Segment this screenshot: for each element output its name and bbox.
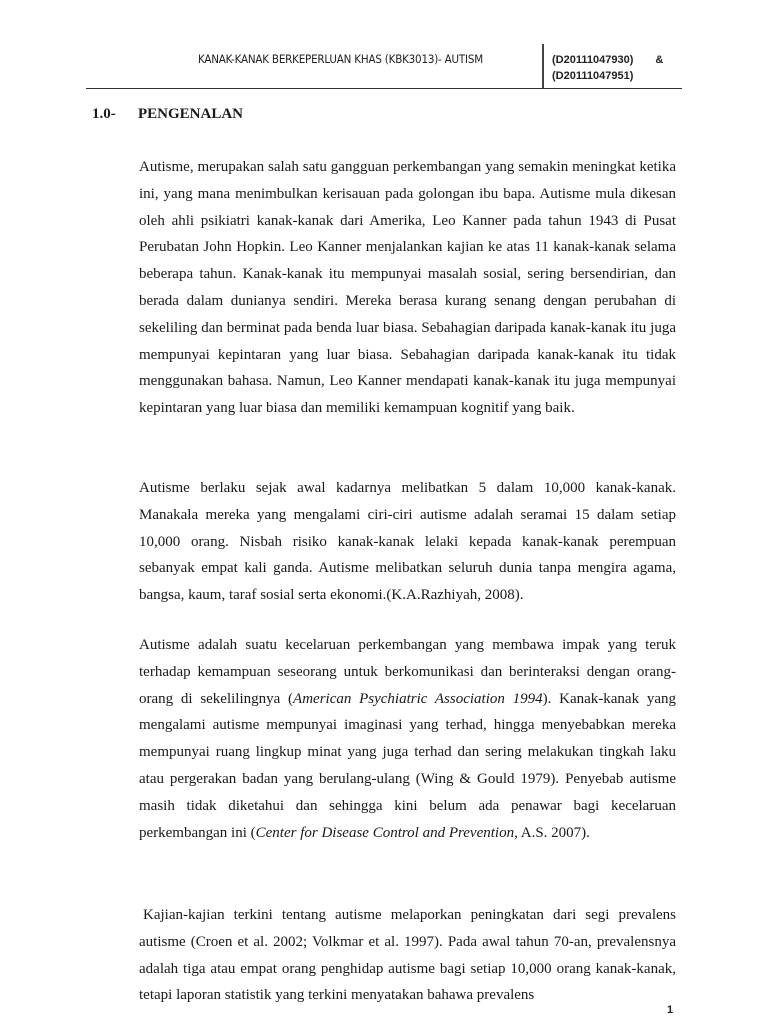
paragraph-3-text-c: , A.S. 2007). [514, 824, 590, 841]
paragraph-3-text-b: ). Kanak-kanak yang mengalami autisme mempunyai imaginasi yang terhad, hingga menyebabkan mereka mempunyai ruang lingkup minat yang juga terhad dan sering melakukan tingkah laku atau pergerakan badan yang berulang-ulang (Wing & Gould 1979). Penyebab autisme masih tidak diketahui dan sehingga kini belum ada penawar bagi kecelaruan perkembangan ini ( [139, 690, 676, 841]
header-id-line-1 [552, 52, 663, 68]
paragraph-1: Autisme, merupakan salah satu gangguan perkembangan yang semakin meningkat ketika ini, yang mana menimbulkan kerisauan pada golongan ibu bapa. Autisme mula dikesan oleh ahli psikiatri kanak-kanak dari Amerika, Leo Kanner pada tahun 1943 di Pusat Perubatan John Hopkin. Leo Kanner menjalankan kajian ke atas 11 kanak-kanak selama beberapa tahun. Kanak-kanak itu mempunyai masalah sosial, sering bersendirian, dan berada dalam dunianya sendiri. Mereka berasa kurang senang dengan perubahan di sekeliling dan berminat pada benda luar biasa. Sebahagian daripada kanak-kanak itu juga mempunyai kepintaran yang luar biasa. Sebahagian daripada kanak-kanak itu tidak menggunakan bahasa. Namun, Leo Kanner mendapati kanak-kanak itu juga mempunyai kepintaran yang luar biasa dan memiliki kemampuan kognitif yang baik. [139, 159, 676, 417]
paragraph-3-text-a: Autisme adalah suatu kecelaruan perkembangan yang membawa impak yang teruk terhadap kemampuan seseorang untuk berkomunikasi dan berinteraksi dengan orang-orang di sekelilingnya ( [139, 637, 676, 707]
section-title: PENGENALAN [138, 106, 244, 122]
section-heading [92, 106, 243, 123]
section-number: 1.0- [92, 106, 116, 122]
student-id-1: (D20111047930) [552, 54, 634, 66]
citation-cdc: Center for Disease Control and Prevention [255, 824, 515, 841]
paragraph-2: Autisme berlaku sejak awal kadarnya melibatkan 5 dalam 10,000 kanak-kanak. Manakala mereka yang mengalami ciri-ciri autisme adalah seramai 15 dalam setiap 10,000 orang. Nisbah risiko kanak-kanak lelaki kepada kanak-kanak perempuan sebanyak empat kali ganda. Autisme melibatkan seluruh dunia tanpa mengira agama, bangsa, kaum, taraf sosial serta ekonomi.(K.A.Razhiyah, 2008). [139, 480, 676, 604]
header-student-ids [552, 52, 663, 84]
page-number: 1 [667, 1004, 674, 1016]
header-ampersand: & [655, 54, 664, 66]
paragraph-4: Kajian-kajian terkini tentang autisme melaporkan peningkatan dari segi prevalens autisme (Croen et al. 2002; Volkmar et al. 1997). Pada awal tahun 70-an, prevalensnya adalah tiga atau empat orang penghidap autisme bagi setiap 10,000 orang kanak-kanak, tetapi laporan statistik yang terkini menyatakan bahawa prevalens [139, 907, 676, 1004]
header-divider [542, 44, 544, 88]
page-header [86, 44, 682, 89]
student-id-2: (D20111047951) [552, 70, 634, 82]
citation-apa: American Psychiatric Association 1994 [293, 690, 543, 707]
header-course-title: KANAK-KANAK BERKEPERLUAN KHAS (KBK3013)- AUTISM [198, 52, 483, 66]
paragraph-3 [139, 632, 676, 846]
